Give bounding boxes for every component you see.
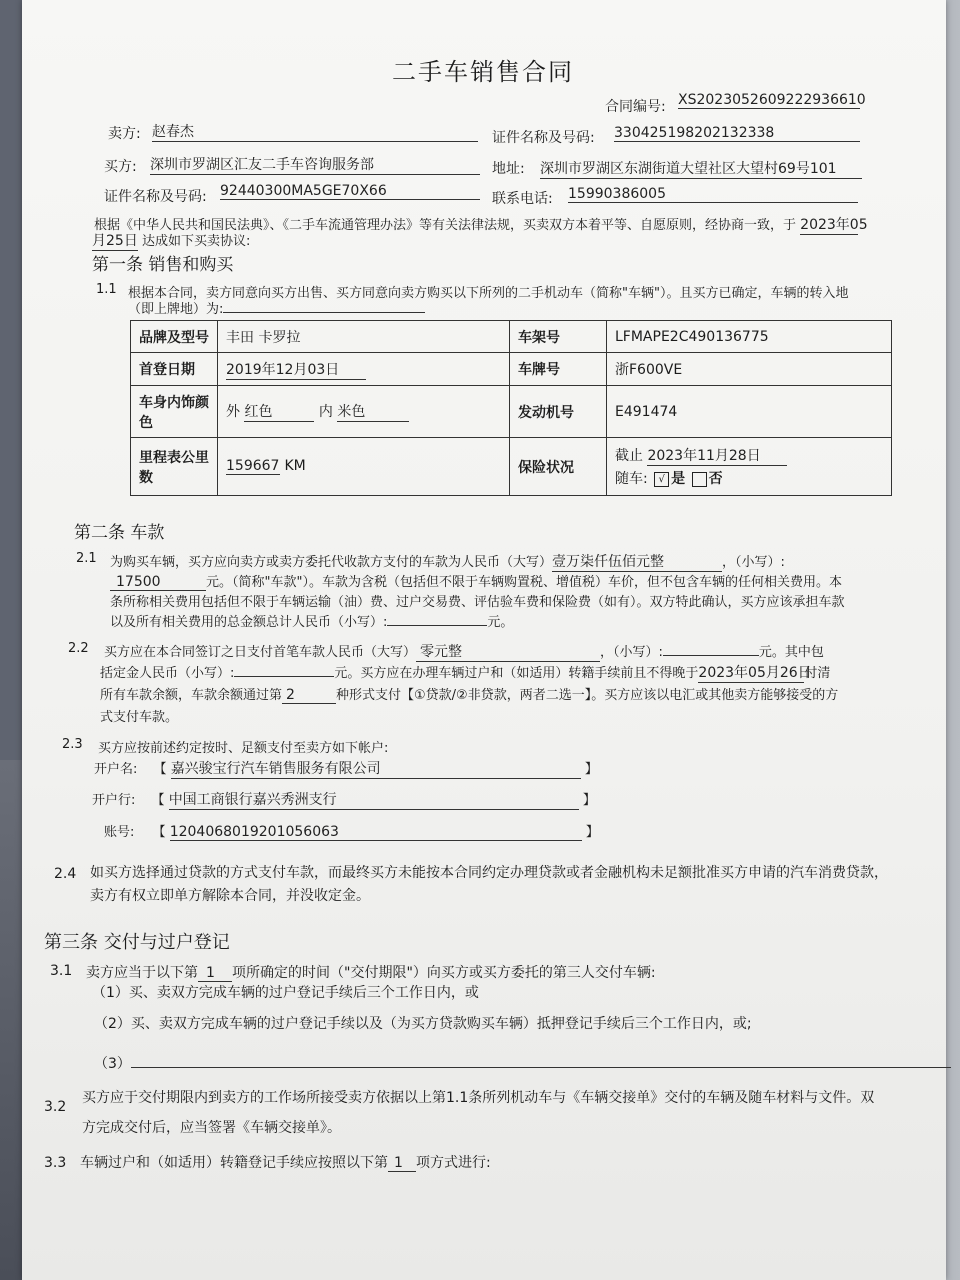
clause-3-2-number: 3.2 [44, 1099, 67, 1115]
clause-3-2-line1: 买方应于交付期限内到卖方的工作场所接受卖方依据以上第1.1条所列机动车与《车辆交接单》交付的车辆及随车材料与文件。双 [82, 1090, 875, 1106]
account-bank-row: 开户行: 【 中国工商银行嘉兴秀洲支行 】 [92, 789, 596, 810]
mileage-value: 159667 [226, 458, 280, 474]
table-row [131, 438, 892, 496]
buyer-address-label: 地址: [492, 161, 525, 177]
mileage-unit: KM [284, 458, 306, 474]
contract-no-label: 合同编号: [605, 99, 666, 115]
clause-1-1-line1: 根据本合同，卖方同意向买方出售、买方同意向卖方购买以下所列的二手机动车（简称"车辆"）。且买方已确定，车辆的转入地 [128, 286, 849, 301]
buyer-label: 买方: [104, 159, 137, 175]
clause-3-2-line2: 方完成交付后，应当签署《车辆交接单》。 [82, 1120, 341, 1136]
document-title: 二手车销售合同 [392, 58, 574, 86]
buyer-name: 深圳市罗湖区汇友二手车咨询服务部 [150, 154, 480, 175]
article-1-heading: 第一条 销售和购买 [92, 255, 234, 275]
account-bank-value: 中国工商银行嘉兴秀洲支行 [169, 789, 579, 810]
clause-1-1-number: 1.1 [96, 282, 117, 297]
deposit-blank [234, 662, 334, 677]
vin-label: 车架号 [510, 321, 607, 353]
contract-page [22, 0, 946, 1280]
final-payment-date: 2023年05月26日 [698, 662, 804, 683]
contract-no-value: XS2023052609222936610 [678, 92, 866, 108]
seller-id-label: 证件名称及号码: [492, 130, 595, 146]
seller-label: 卖方: [108, 126, 141, 142]
no-checkbox[interactable] [692, 472, 707, 487]
buyer-id-label: 证件名称及号码: [104, 189, 207, 205]
clause-3-1-number: 3.1 [50, 963, 73, 979]
clause-2-4-number: 2.4 [54, 866, 77, 882]
mileage-label: 里程表公里数 [131, 438, 218, 496]
option-1: （1）买、卖双方完成车辆的过户登记手续后三个工作日内，或 [92, 985, 479, 1001]
clause-2-1-line2: 17500 元。（简称"车款"）。车款为含税（包括但不限于车辆购置税、增值税）车价，但不包含车辆的任何相关费用。本 [110, 571, 842, 591]
clause-2-3-line1: 买方应按前述约定按时、足额支付至卖方如下帐户: [98, 741, 389, 756]
first-payment-lower-blank [663, 641, 759, 656]
mileage-cell [218, 438, 510, 496]
buyer-phone-value: 15990386005 [568, 186, 858, 203]
clause-2-2-line2: 括定金人民币（小写）: 元。买方应在办理车辆过户和（如适用）转籍手续前且不得晚于2023年05月26日付清 [100, 662, 830, 683]
account-number-row: 账号: 【 1204068019201056063 】 [104, 824, 599, 840]
buyer-phone-label: 联系电话: [492, 191, 553, 207]
clause-2-4-line1: 如买方选择通过贷款的方式支付车款，而最终买方未能按本合同约定办理贷款或者金融机构未足额批准买方申请的汽车消费贷款， [90, 865, 888, 881]
buyer-id-value: 92440300MA5GE70X66 [220, 183, 480, 200]
first-registration-label: 首登日期 [131, 353, 218, 386]
transfer-option: 1 [388, 1155, 416, 1172]
price-upper: 壹万柒仟伍佰元整 [552, 551, 722, 572]
table-row [131, 321, 892, 353]
delivery-option: 1 [198, 965, 232, 982]
brand-value: 丰田 卡罗拉 [218, 321, 510, 353]
vehicle-info-table [130, 320, 892, 496]
first-payment-upper: 零元整 [416, 641, 600, 662]
exterior-color: 红色 [244, 401, 314, 422]
preamble-line2: 月25日 达成如下买卖协议: [92, 230, 250, 251]
color-cell: 外 红色 内 米色 [218, 386, 510, 438]
article-2-heading: 第二条 车款 [74, 523, 165, 543]
clause-2-4-line2: 卖方有权立即单方解除本合同，并没收定金。 [90, 888, 370, 904]
seller-name: 赵春杰 [152, 121, 478, 142]
account-number-value: 1204068019201056063 [170, 824, 582, 841]
engine-value: E491474 [607, 386, 892, 438]
preamble-line1: 根据《中华人民共和国民法典》、《二手车流通管理办法》等有关法律法规，买卖双方本着平等、自愿原则，经协商一致，于 2023年05 [94, 214, 858, 235]
clause-2-1-number: 2.1 [76, 551, 97, 566]
vin-value: LFMAPE2C490136775 [607, 321, 892, 353]
clause-2-2-line1: 买方应在本合同签订之日支付首笔车款人民币（大写） 零元整 ，（小写）: 元。其中包 [104, 641, 824, 662]
total-amount-blank [387, 611, 487, 626]
option-3-blank [131, 1051, 951, 1068]
color-label: 车身内饰颜色 [131, 386, 218, 438]
clause-2-2-line3: 所有车款余额，车款余额通过第 2 种形式支付【①贷款/②非贷款，两者二选一】。买方应该以电汇或其他卖方能够接受的方 [100, 687, 839, 703]
payment-type: 2 [282, 687, 336, 704]
clause-2-2-number: 2.2 [68, 641, 89, 656]
article-3-heading: 第三条 交付与过户登记 [44, 932, 230, 953]
clause-2-3-number: 2.3 [62, 737, 83, 752]
clause-2-1-line4: 以及所有相关费用的总金额总计人民币（小写）: 元。 [110, 611, 513, 630]
plate-value: 浙F600VE [607, 353, 892, 386]
account-name-row: 开户名: 【 嘉兴骏宝行汽车销售服务有限公司 】 [94, 758, 598, 779]
clause-3-3-line1: 车辆过户和（如适用）转籍登记手续应按照以下第 1 项方式进行: [80, 1155, 491, 1171]
yes-checkbox[interactable]: √ [654, 472, 669, 487]
insurance-cell: 截止 2023年11月28日 随车: √ 是 否 [607, 438, 892, 496]
registration-place-blank [223, 298, 425, 313]
price-lower: 17500 [110, 574, 206, 591]
engine-label: 发动机号 [510, 386, 607, 438]
table-row [131, 353, 892, 386]
seller-id-value: 330425198202132338 [614, 125, 860, 142]
interior-color: 米色 [337, 401, 409, 422]
option-2: （2）买、卖双方完成车辆的过户登记手续以及（为买方贷款购买车辆）抵押登记手续后三个工作日内，或; [94, 1016, 752, 1032]
insurance-label: 保险状况 [510, 438, 607, 496]
buyer-address-value: 深圳市罗湖区东湖街道大望社区大望村69号101 [540, 158, 862, 179]
clause-2-2-line4: 式支付车款。 [100, 710, 179, 725]
brand-label: 品牌及型号 [131, 321, 218, 353]
plate-label: 车牌号 [510, 353, 607, 386]
option-3: （3） [94, 1051, 951, 1073]
account-name-value: 嘉兴骏宝行汽车销售服务有限公司 [171, 758, 581, 779]
clause-2-1-line1: 为购买车辆，买方应向卖方或卖方委托代收款方支付的车款为人民币（大写）壹万柒仟伍佰元整 ，（小写）: [110, 551, 785, 572]
clause-1-1-line2: （即上牌地）为: [128, 298, 425, 317]
table-row [131, 386, 892, 438]
first-registration-value: 2019年12月03日 [226, 359, 366, 380]
clause-3-1-line1: 卖方应当于以下第 1 项所确定的时间（"交付期限"）向买方或买方委托的第三人交付车辆: [86, 965, 656, 981]
first-registration-cell [218, 353, 510, 386]
clause-3-3-number: 3.3 [44, 1155, 67, 1171]
clause-2-1-line3: 条所称相关费用包括但不限于车辆运输（油）费、过户交易费、评估验车费和保险费（如有）。双方特此确认，买方应该承担车款 [110, 595, 845, 610]
insurance-date: 2023年11月28日 [647, 445, 787, 466]
